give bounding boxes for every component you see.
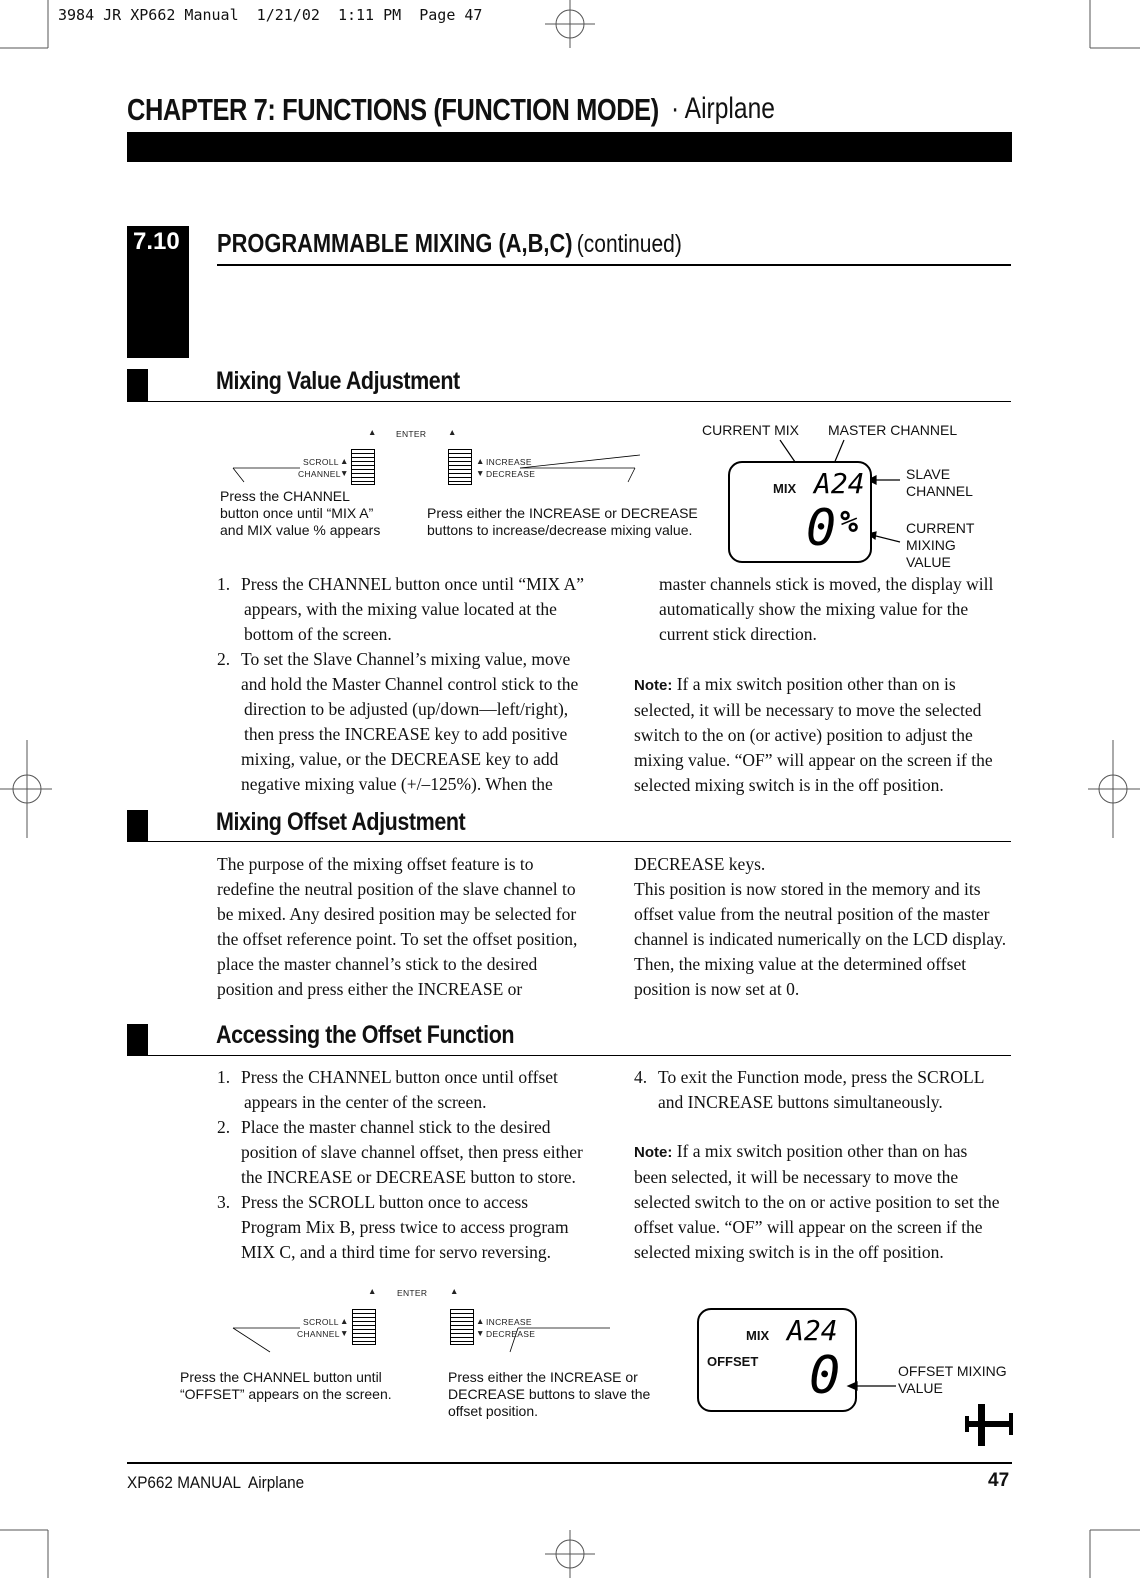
list-item: 4. To exit the Function mode, press the SCROLL and INCREASE buttons simultaneously. bbox=[634, 1067, 985, 1112]
lcd-offset-label: OFFSET bbox=[707, 1354, 759, 1369]
heading-bar bbox=[127, 810, 148, 842]
label-slave-channel: SLAVE CHANNEL bbox=[906, 466, 973, 499]
lcd-pointer-lines bbox=[840, 1370, 900, 1400]
section-title-bold: PROGRAMMABLE MIXING (A,B,C) bbox=[217, 228, 573, 258]
list-item: 2. Place the master channel stick to the desired position of slave channel offset, then press either the INCREASE or DECREASE button to store. bbox=[217, 1117, 583, 1187]
chapter-title-bold: CHAPTER 7: FUNCTIONS (FUNCTION MODE) bbox=[127, 92, 659, 127]
increase-label: INCREASE bbox=[486, 457, 532, 467]
scroll-arrow: ▲ bbox=[340, 1316, 349, 1326]
heading-bar bbox=[127, 1024, 148, 1056]
increase-arrow: ▲ bbox=[476, 456, 485, 466]
list-item: 2. To set the Slave Channel’s mixing value, move and hold the Master Channel control stick to the direction to be adjusted (up/down—left/right), then press the INCREASE key to add positive mixing, value, or the DECREASE key to add negative mixing value (+/–125%). When the bbox=[217, 649, 579, 794]
enter-label: ENTER bbox=[397, 1288, 428, 1298]
channel-arrow: ▼ bbox=[340, 1328, 349, 1338]
button-diagram bbox=[220, 425, 700, 545]
increase-arrow: ▲ bbox=[476, 1316, 485, 1326]
decrease-label: DECREASE bbox=[486, 1329, 536, 1339]
accessing-offset-steps bbox=[217, 1065, 607, 1265]
heading-rule bbox=[127, 401, 1011, 402]
label-current-mixing-value: CURRENT MIXING VALUE bbox=[906, 520, 975, 570]
label-master-channel: MASTER CHANNEL bbox=[828, 422, 958, 438]
lcd-mix-code: A24 bbox=[814, 467, 865, 500]
section-number: 7.10 bbox=[133, 228, 180, 255]
heading-rule bbox=[127, 841, 1011, 842]
mixing-offset-right: DECREASE keys. This position is now stored in the memory and its offset value from the neutral position of the master channel is indicated numerically on the LCD display. Then, the mixing value at the determined offset position is now set at 0. bbox=[634, 854, 1007, 999]
section-title-light: (continued) bbox=[576, 230, 682, 258]
diagram-lines bbox=[180, 1290, 680, 1360]
channel-label: CHANNEL bbox=[298, 469, 341, 479]
footer-manual-title: XP662 MANUAL Airplane bbox=[127, 1473, 305, 1492]
airplane-icon bbox=[965, 1400, 1017, 1450]
increase-label: INCREASE bbox=[486, 1317, 532, 1327]
enter-arrow-left: ▲ bbox=[368, 1286, 377, 1296]
caption-channel: Press the CHANNEL button until “OFFSET” appears on the screen. bbox=[180, 1369, 392, 1402]
decrease-arrow: ▼ bbox=[476, 1328, 485, 1338]
heading-bar bbox=[127, 369, 148, 401]
label-current-mix: CURRENT MIX bbox=[702, 422, 799, 438]
decrease-arrow: ▼ bbox=[476, 468, 485, 478]
label-offset-mixing-value: OFFSET MIXING VALUE bbox=[898, 1363, 1007, 1396]
mixing-value-steps bbox=[217, 572, 597, 797]
page-number: 47 bbox=[988, 1470, 1010, 1491]
note-label: Note: bbox=[634, 1144, 673, 1161]
chapter-subtitle: · Airplane bbox=[671, 92, 775, 125]
mixing-value-continued: master channels stick is moved, the display will automatically show the mixing value for the current stick direction. bbox=[659, 574, 994, 644]
lcd-offset-value: 0 bbox=[809, 1346, 841, 1406]
increase-decrease-button[interactable] bbox=[450, 1309, 474, 1345]
caption-channel: Press the CHANNEL button once until “MIX A” and MIX value % appears bbox=[220, 488, 381, 538]
heading-accessing-offset: Accessing the Offset Function bbox=[216, 1021, 515, 1049]
lcd-offset bbox=[697, 1308, 857, 1412]
list-item: 1. Press the CHANNEL button once until offset appears in the center of the screen. bbox=[217, 1067, 558, 1112]
footer-rule bbox=[127, 1462, 1012, 1464]
caption-increase-decrease: Press either the INCREASE or DECREASE buttons to slave the offset position. bbox=[448, 1369, 651, 1419]
lcd-mix-label: MIX bbox=[746, 1328, 770, 1343]
accessing-offset-note: Note: If a mix switch position other than on has been selected, it will be necessary to move the selected switch to the on or active position to set the offset value. “OF” will appear on the screen if the selected mixing switch is in the off position. bbox=[634, 1141, 1000, 1262]
channel-label: CHANNEL bbox=[297, 1329, 340, 1339]
heading-rule bbox=[127, 1055, 1011, 1056]
scroll-channel-button[interactable] bbox=[351, 449, 375, 485]
enter-arrow-right: ▲ bbox=[448, 427, 457, 437]
mixing-value-note: Note: If a mix switch position other than on is selected, it will be necessary to move the selected switch to the on (or active) position to adjust the mixing value. “OF” will appear on the screen if the selected mixing switch is in the off position. bbox=[634, 674, 993, 795]
lcd-mix-value bbox=[728, 461, 872, 563]
enter-label: ENTER bbox=[396, 429, 427, 439]
lcd-mix-code: A24 bbox=[787, 1314, 838, 1347]
heading-mixing-offset: Mixing Offset Adjustment bbox=[216, 808, 466, 836]
scroll-channel-button[interactable] bbox=[352, 1309, 376, 1345]
caption-increase-decrease: Press either the INCREASE or DECREASE buttons to increase/decrease mixing value. bbox=[427, 505, 698, 538]
accessing-offset-step4 bbox=[634, 1065, 1024, 1115]
mixing-offset-left: The purpose of the mixing offset feature is to redefine the neutral position of the slave channel to be mixed. Any desired position may be selected for the offset reference point. To set the offset position, place the master channel’s stick to the desired position and press either the INCREASE or bbox=[217, 854, 578, 999]
button-diagram bbox=[180, 1286, 680, 1420]
section-title bbox=[217, 228, 682, 259]
heading-mixing-value: Mixing Value Adjustment bbox=[216, 367, 460, 395]
list-item: 3. Press the SCROLL button once to access Program Mix B, press twice to access program MIX C, and a third time for servo reversing. bbox=[217, 1192, 569, 1262]
enter-arrow-left: ▲ bbox=[368, 427, 377, 437]
decrease-label: DECREASE bbox=[486, 469, 536, 479]
lcd-mix-label: MIX bbox=[773, 481, 797, 496]
scroll-label: SCROLL bbox=[303, 1317, 339, 1327]
note-label: Note: bbox=[634, 677, 673, 694]
scroll-label: SCROLL bbox=[303, 457, 339, 467]
chapter-rule bbox=[127, 132, 1012, 162]
scroll-arrow: ▲ bbox=[340, 456, 349, 466]
print-slug: 3984 JR XP662 Manual 1/21/02 1:11 PM Page 47 bbox=[58, 6, 483, 24]
list-item: 1. Press the CHANNEL button once until “MIX A” appears, with the mixing value located at the bottom of the screen. bbox=[217, 574, 584, 644]
lcd-mix-value-number: 0 bbox=[806, 499, 837, 557]
increase-decrease-button[interactable] bbox=[448, 449, 472, 485]
enter-arrow-right: ▲ bbox=[450, 1286, 459, 1296]
section-rule bbox=[217, 264, 1011, 266]
lcd-percent: % bbox=[840, 505, 859, 540]
channel-arrow: ▼ bbox=[340, 468, 349, 478]
